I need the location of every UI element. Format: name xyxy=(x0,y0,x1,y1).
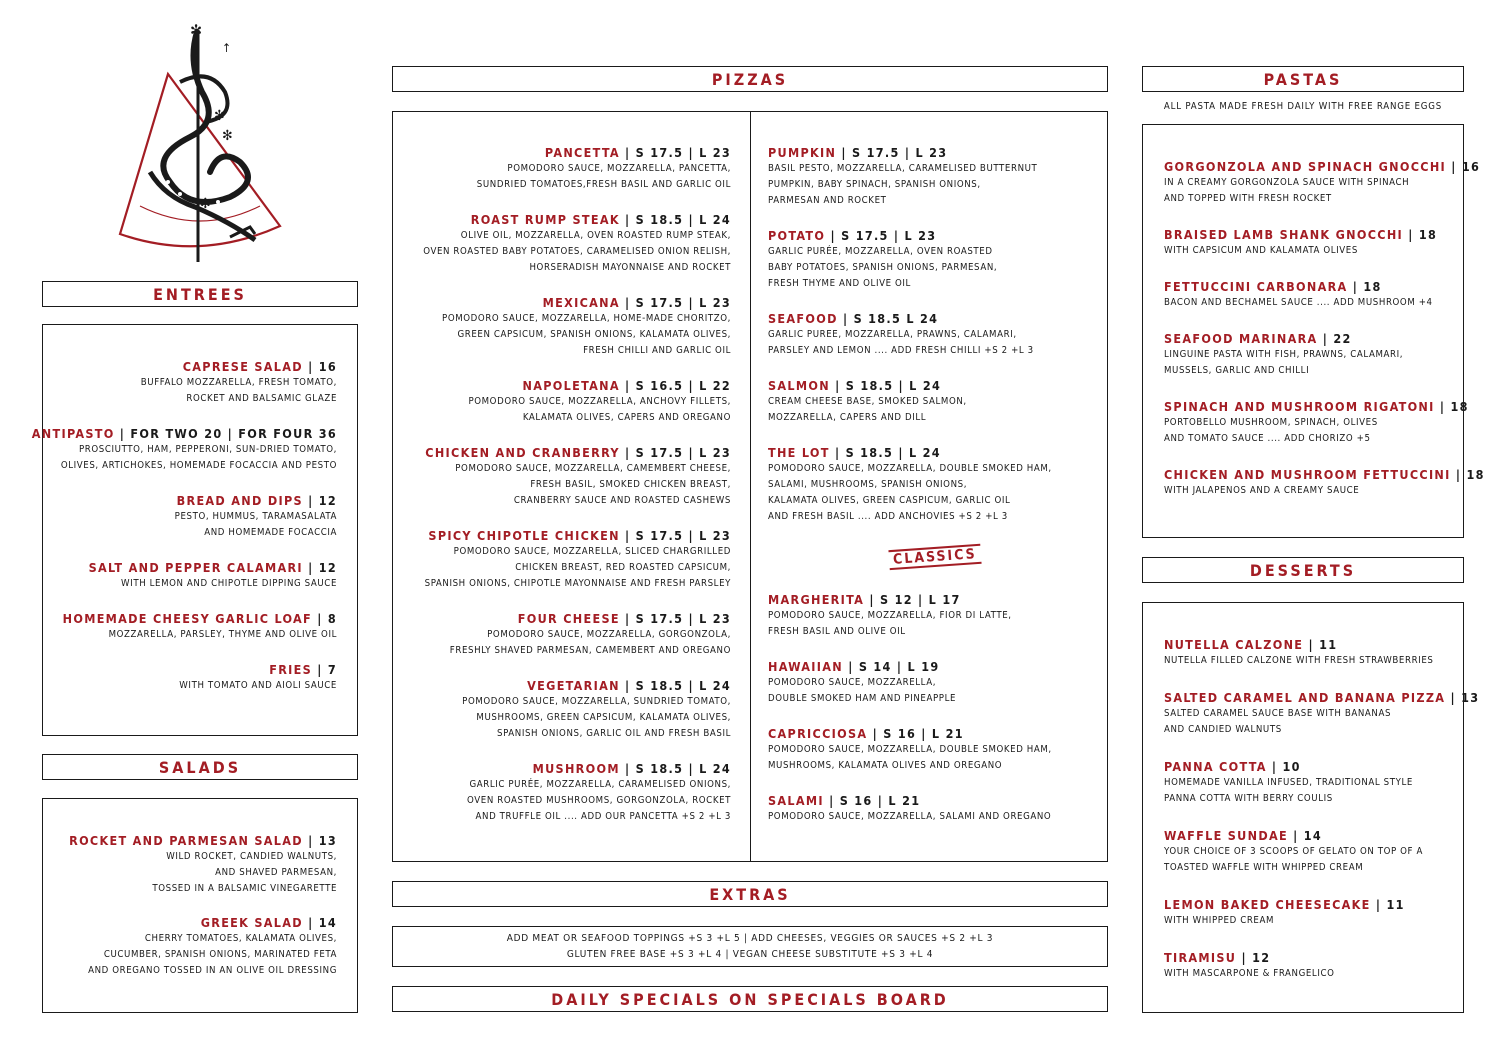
menu-item-description: CRANBERRY SAUCE AND ROASTED CASHEWS xyxy=(513,495,731,506)
menu-item-title xyxy=(32,426,337,442)
menu-item-description: DOUBLE SMOKED HAM AND PINEAPPLE xyxy=(768,693,957,704)
menu-item-price: | S 16 | L 21 xyxy=(823,793,921,808)
menu-item-description: POMODORO SAUCE, MOZZARELLA, CAMEMBERT CHEESE, xyxy=(455,463,731,474)
menu-item-price: | 18 xyxy=(1450,467,1485,482)
menu-item xyxy=(1164,690,1479,738)
menu-item-description: POMODORO SAUCE, MOZZARELLA, SALAMI AND OREGANO xyxy=(768,811,1052,822)
svg-text:✻: ✻ xyxy=(214,108,225,124)
menu-item-title xyxy=(1164,950,1479,966)
menu-item-description: POMODORO SAUCE, MOZZARELLA, SLICED CHARGRILLED xyxy=(453,546,731,557)
menu-item-name: SPICY CHIPOTLE CHICKEN xyxy=(428,528,620,543)
menu-item-description: ROCKET AND BALSAMIC GLAZE xyxy=(186,393,337,404)
menu-item-description: FRESH CHILLI AND GARLIC OIL xyxy=(583,345,731,356)
menu-item-description: TOSSED IN A BALSAMIC VINEGARETTE xyxy=(152,883,337,894)
menu-item-title xyxy=(423,295,731,311)
pizza-slice-logo xyxy=(110,22,290,272)
svg-text:↑: ↑ xyxy=(222,41,232,55)
menu-item-description: KALAMATA OLIVES, GREEN CASPICUM, GARLIC OIL xyxy=(768,495,1011,506)
menu-item-title xyxy=(423,611,731,627)
svg-text:✻: ✻ xyxy=(222,128,233,144)
menu-item-description: FRESH BASIL AND OLIVE OIL xyxy=(768,626,906,637)
menu-item-description: AND TOMATO SAUCE .... ADD CHORIZO +5 xyxy=(1164,433,1371,444)
menu-item-description: HOMEMADE VANILLA INFUSED, TRADITIONAL STYLE xyxy=(1164,777,1413,788)
menu-item xyxy=(1164,759,1479,807)
menu-item-description: WITH CAPSICUM AND KALAMATA OLIVES xyxy=(1164,245,1358,256)
menu-item-price: | 10 xyxy=(1266,759,1301,774)
menu-item-price: | 11 xyxy=(1303,637,1338,652)
pizzas-left-list xyxy=(423,145,731,844)
menu-item-description: GREEN CAPSICUM, SPANISH ONIONS, KALAMATA OLIVES, xyxy=(457,329,731,340)
menu-item-name: SEAFOOD xyxy=(768,311,838,326)
menu-item-description: BUFFALO MOZZARELLA, FRESH TOMATO, xyxy=(140,377,337,388)
menu-item-price: | S 17.5 | L 23 xyxy=(619,611,731,626)
menu-item-description: HORSERADISH MAYONNAISE AND ROCKET xyxy=(529,262,731,273)
entrees-header: ENTREES xyxy=(42,281,358,307)
menu-item-title xyxy=(423,761,731,777)
menu-item-description: SALTED CARAMEL SAUCE BASE WITH BANANAS xyxy=(1164,708,1392,719)
menu-item-title xyxy=(423,678,731,694)
menu-item xyxy=(423,528,731,592)
desserts-list xyxy=(1164,637,1479,1003)
menu-item-price: | S 18.5 L 24 xyxy=(837,311,939,326)
menu-item-name: ANTIPASTO xyxy=(31,426,115,441)
extras-line-2: GLUTEN FREE BASE +S 3 +L 4 | VEGAN CHEESE SUBSTITUTE +S 3 +L 4 xyxy=(566,948,934,960)
menu-item-title xyxy=(768,659,1052,675)
pizzas-right-list xyxy=(768,145,1052,544)
menu-item-description: MUSSELS, GARLIC AND CHILLI xyxy=(1164,365,1310,376)
menu-item-title xyxy=(1164,159,1485,175)
menu-item-description: BABY POTATOES, SPANISH ONIONS, PARMESAN, xyxy=(768,262,998,273)
menu-item-description: PESTO, HUMMUS, TARAMASALATA xyxy=(174,511,337,522)
menu-item-title xyxy=(32,493,337,509)
menu-item xyxy=(423,145,731,193)
menu-item-description: WITH LEMON AND CHIPOTLE DIPPING SAUCE xyxy=(121,578,337,589)
menu-item-name: MUSHROOM xyxy=(532,761,620,776)
menu-item-description: MUSHROOMS, KALAMATA OLIVES AND OREGANO xyxy=(768,760,1003,771)
menu-item-description: CREAM CHEESE BASE, SMOKED SALMON, xyxy=(768,396,967,407)
menu-item-title xyxy=(423,145,731,161)
menu-item-description: OVEN ROASTED MUSHROOMS, GORGONZOLA, ROCKET xyxy=(467,795,731,806)
desserts-panel xyxy=(1142,602,1480,1013)
pastas-header: PASTAS xyxy=(1142,66,1464,92)
menu-item-price: | S 17.5 | L 23 xyxy=(619,528,731,543)
menu-item-title xyxy=(1164,467,1485,483)
menu-item-price: | 12 xyxy=(302,560,337,575)
menu-item-name: POTATO xyxy=(768,228,826,243)
menu-item-price: | S 16 | L 21 xyxy=(867,726,964,741)
menu-item-price: | S 17.5 | L 23 xyxy=(619,145,731,160)
menu-item-price: | 12 xyxy=(1236,950,1271,965)
menu-item-title xyxy=(32,359,337,375)
menu-item-description: PROSCIUTTO, HAM, PEPPERONI, SUN-DRIED TOMATO, xyxy=(79,444,337,455)
menu-item-description: AND TOPPED WITH FRESH ROCKET xyxy=(1164,193,1332,204)
menu-item-name: NAPOLETANA xyxy=(522,378,620,393)
menu-item xyxy=(768,378,1052,426)
menu-item-price: | 12 xyxy=(302,493,337,508)
menu-item-description: SPANISH ONIONS, CHIPOTLE MAYONNAISE AND FRESH PARSLEY xyxy=(424,578,731,589)
menu-item-price: | S 18.5 | L 24 xyxy=(829,445,941,460)
menu-item-title xyxy=(1164,637,1479,653)
menu-item-title xyxy=(423,528,731,544)
menu-item-description: CHICKEN BREAST, RED ROASTED CAPSICUM, xyxy=(515,562,731,573)
menu-item xyxy=(768,793,1052,825)
menu-item-title xyxy=(768,228,1052,244)
menu-item-price: | 8 xyxy=(312,611,337,626)
menu-item-description: SUNDRIED TOMATOES,FRESH BASIL AND GARLIC OIL xyxy=(476,179,731,190)
menu-item-description: PARMESAN AND ROCKET xyxy=(768,195,887,206)
menu-item-title xyxy=(1164,759,1479,775)
entrees-list xyxy=(32,359,337,713)
menu-item-price: | S 12 | L 17 xyxy=(864,592,961,607)
menu-item xyxy=(423,212,731,276)
menu-item xyxy=(768,659,1052,707)
menu-item xyxy=(69,833,337,897)
pizzas-column-divider xyxy=(750,111,751,862)
menu-item xyxy=(768,311,1052,359)
menu-item-title xyxy=(768,592,1052,608)
menu-item-title xyxy=(768,145,1052,161)
menu-item-description: POMODORO SAUCE, MOZZARELLA, xyxy=(768,677,937,688)
menu-item-name: THE LOT xyxy=(768,445,830,460)
menu-item-description: PARSLEY AND LEMON .... ADD FRESH CHILLI +S 2 +L 3 xyxy=(768,345,1034,356)
menu-item-name: WAFFLE SUNDAE xyxy=(1164,828,1288,843)
menu-item-price: | 18 xyxy=(1347,279,1382,294)
menu-item-description: OLIVES, ARTICHOKES, HOMEMADE FOCACCIA AND PESTO xyxy=(60,460,337,471)
menu-item xyxy=(423,761,731,825)
extras-header: EXTRAS xyxy=(392,881,1108,907)
menu-item xyxy=(1164,279,1485,311)
menu-item-price: | 16 xyxy=(302,359,337,374)
menu-item-description: YOUR CHOICE OF 3 SCOOPS OF GELATO ON TOP OF A xyxy=(1164,846,1423,857)
menu-item-title xyxy=(423,445,731,461)
menu-item-description: WITH WHIPPED CREAM xyxy=(1164,915,1275,926)
menu-item-description: FRESH BASIL, SMOKED CHICKEN BREAST, xyxy=(530,479,731,490)
menu-item xyxy=(32,426,337,474)
menu-item-name: PUMPKIN xyxy=(768,145,837,160)
menu-item-name: SALAMI xyxy=(768,793,824,808)
menu-item-price: | 22 xyxy=(1317,331,1352,346)
extras-line-1: ADD MEAT OR SEAFOOD TOPPINGS +S 3 +L 5 | ADD CHEESES, VEGGIES OR SAUCES +S 2 +L 3 xyxy=(506,932,994,944)
menu-item-name: ROAST RUMP STEAK xyxy=(470,212,620,227)
menu-item xyxy=(768,228,1052,292)
menu-item-name: GORGONZOLA AND SPINACH GNOCCHI xyxy=(1164,159,1447,174)
menu-item xyxy=(768,145,1052,209)
menu-item-price: | 18 xyxy=(1434,399,1469,414)
menu-item-title xyxy=(768,311,1052,327)
menu-item-description: GARLIC PUREE, MOZZARELLA, PRAWNS, CALAMARI, xyxy=(768,329,1017,340)
menu-item-name: CAPRESE SALAD xyxy=(182,359,303,374)
menu-item-description: WITH JALAPENOS AND A CREAMY SAUCE xyxy=(1164,485,1360,496)
menu-item-title xyxy=(1164,279,1485,295)
menu-item-name: BREAD AND DIPS xyxy=(176,493,303,508)
menu-item-title xyxy=(423,378,731,394)
menu-item-name: FETTUCCINI CARBONARA xyxy=(1164,279,1348,294)
menu-item xyxy=(32,493,337,541)
menu-item-name: MEXICANA xyxy=(542,295,620,310)
menu-item-price: | S 18.5 | L 24 xyxy=(619,678,731,693)
menu-item-description: TOASTED WAFFLE WITH WHIPPED CREAM xyxy=(1164,862,1364,873)
menu-item xyxy=(423,378,731,426)
menu-item-name: MARGHERITA xyxy=(768,592,865,607)
menu-item xyxy=(1164,950,1479,982)
menu-item xyxy=(1164,159,1485,207)
pastas-list xyxy=(1164,159,1485,519)
salads-list xyxy=(69,833,337,997)
menu-item xyxy=(1164,897,1479,929)
salads-header: SALADS xyxy=(42,754,358,780)
menu-item-description: FRESHLY SHAVED PARMESAN, CAMEMBERT AND OREGANO xyxy=(449,645,731,656)
menu-item-price: | 18 xyxy=(1403,227,1438,242)
menu-item-name: SALT AND PEPPER CALAMARI xyxy=(88,560,303,575)
menu-item-name: CHICKEN AND MUSHROOM FETTUCCINI xyxy=(1164,467,1451,482)
menu-item-price: | S 16.5 | L 22 xyxy=(619,378,731,393)
menu-item-description: AND SHAVED PARMESAN, xyxy=(215,867,337,878)
menu-item-description: AND HOMEMADE FOCACCIA xyxy=(204,527,337,538)
menu-item xyxy=(1164,399,1485,447)
menu-item-description: POMODORO SAUCE, MOZZARELLA, GORGONZOLA, xyxy=(487,629,731,640)
daily-specials-banner: DAILY SPECIALS ON SPECIALS BOARD xyxy=(392,986,1108,1012)
menu-item-description: POMODORO SAUCE, MOZZARELLA, FIOR DI LATTE, xyxy=(768,610,1012,621)
pastas-note: ALL PASTA MADE FRESH DAILY WITH FREE RANGE EGGS xyxy=(1163,101,1443,112)
menu-item xyxy=(768,445,1052,525)
svg-text:✻: ✻ xyxy=(200,196,211,212)
menu-item-price: | S 18.5 | L 24 xyxy=(619,761,731,776)
menu-item-title xyxy=(768,378,1052,394)
menu-item-description: MOZZARELLA, PARSLEY, THYME AND OLIVE OIL xyxy=(108,629,337,640)
menu-item-price: | FOR TWO 20 | FOR FOUR 36 xyxy=(114,426,337,441)
menu-item-description: POMODORO SAUCE, MOZZARELLA, PANCETTA, xyxy=(507,163,731,174)
menu-item-description: BASIL PESTO, MOZZARELLA, CARAMELISED BUTTERNUT xyxy=(768,163,1038,174)
menu-item-title xyxy=(1164,331,1485,347)
menu-item-price: | 16 xyxy=(1446,159,1481,174)
menu-item xyxy=(32,560,337,592)
menu-item-description: MOZZARELLA, CAPERS AND DILL xyxy=(768,412,927,423)
menu-item-description: CHERRY TOMATOES, KALAMATA OLIVES, xyxy=(144,933,337,944)
menu-item-name: FOUR CHEESE xyxy=(517,611,620,626)
menu-item-title xyxy=(768,445,1052,461)
menu-item-price: | S 14 | L 19 xyxy=(842,659,940,674)
menu-item-name: HOMEMADE CHEESY GARLIC LOAF xyxy=(62,611,313,626)
menu-item-title xyxy=(32,560,337,576)
menu-item-description: AND FRESH BASIL .... ADD ANCHOVIES +S 2 +L 3 xyxy=(768,511,1008,522)
menu-item-price: | S 17.5 | L 23 xyxy=(825,228,937,243)
menu-item-price: | S 17.5 | L 23 xyxy=(619,295,731,310)
menu-item-title xyxy=(1164,399,1485,415)
menu-item-description: PUMPKIN, BABY SPINACH, SPANISH ONIONS, xyxy=(768,179,981,190)
menu-item-price: | S 18.5 | L 24 xyxy=(829,378,942,393)
menu-item-name: CAPRICCIOSA xyxy=(768,726,868,741)
menu-item xyxy=(423,678,731,742)
menu-item xyxy=(32,611,337,643)
classics-stamp: CLASSICS xyxy=(888,544,981,570)
menu-item-title xyxy=(1164,897,1479,913)
menu-item-price: | 13 xyxy=(1445,690,1480,705)
menu-item xyxy=(1164,637,1479,669)
menu-item-name: BRAISED LAMB SHANK GNOCCHI xyxy=(1164,227,1404,242)
menu-item-description: LINGUINE PASTA WITH FISH, PRAWNS, CALAMARI, xyxy=(1164,349,1404,360)
salads-panel xyxy=(42,798,358,1013)
menu-item-price: | 7 xyxy=(312,662,337,677)
menu-item-title xyxy=(423,212,731,228)
menu-item-title xyxy=(32,662,337,678)
menu-item-title xyxy=(69,833,337,849)
menu-item xyxy=(1164,828,1479,876)
menu-item-description: GARLIC PURÉE, MOZZARELLA, OVEN ROASTED xyxy=(768,246,993,257)
menu-item xyxy=(768,592,1052,640)
menu-item-description: AND TRUFFLE OIL .... ADD OUR PANCETTA +S 2 +L 3 xyxy=(475,811,731,822)
entrees-panel xyxy=(31,324,358,736)
menu-item-description: POMODORO SAUCE, MOZZARELLA, ANCHOVY FILLETS, xyxy=(468,396,731,407)
menu-item-name: TIRAMISU xyxy=(1164,950,1237,965)
menu-item-description: PANNA COTTA WITH BERRY COULIS xyxy=(1164,793,1333,804)
menu-item-name: HAWAIIAN xyxy=(768,659,843,674)
menu-item xyxy=(1164,227,1485,259)
menu-item-name: ROCKET AND PARMESAN SALAD xyxy=(69,833,303,848)
menu-item-description: POMODORO SAUCE, MOZZARELLA, SUNDRIED TOMATO, xyxy=(462,696,731,707)
menu-item-description: MUSHROOMS, GREEN CAPSICUM, KALAMATA OLIVES, xyxy=(476,712,731,723)
menu-item-description: AND OREGANO TOSSED IN AN OLIVE OIL DRESSING xyxy=(88,965,337,976)
menu-item-description: POMODORO SAUCE, MOZZARELLA, DOUBLE SMOKED HAM, xyxy=(768,744,1052,755)
menu-item-description: BACON AND BECHAMEL SAUCE .... ADD MUSHROOM +4 xyxy=(1164,297,1433,308)
menu-item-name: PANCETTA xyxy=(544,145,620,160)
menu-item-name: PANNA COTTA xyxy=(1164,759,1267,774)
menu-item-name: CHICKEN AND CRANBERRY xyxy=(425,445,620,460)
menu-item-name: SEAFOOD MARINARA xyxy=(1164,331,1318,346)
menu-item-description: GARLIC PURÉE, MOZZARELLA, CARAMELISED ONIONS, xyxy=(469,779,731,790)
menu-item-description: WITH MASCARPONE & FRANGELICO xyxy=(1164,968,1335,979)
menu-item-name: VEGETARIAN xyxy=(527,678,620,693)
menu-item xyxy=(1164,331,1485,379)
pizzas-header: PIZZAS xyxy=(392,66,1108,92)
menu-item-title xyxy=(32,611,337,627)
pizzas-classics-list xyxy=(768,592,1052,844)
menu-item xyxy=(768,726,1052,774)
menu-item-name: LEMON BAKED CHEESECAKE xyxy=(1164,897,1371,912)
menu-item xyxy=(1164,467,1485,499)
menu-item-description: SALAMI, MUSHROOMS, SPANISH ONIONS, xyxy=(768,479,968,490)
menu-item xyxy=(423,445,731,509)
menu-item-title xyxy=(1164,690,1479,706)
menu-item-name: GREEK SALAD xyxy=(200,915,303,930)
menu-item-description: POMODORO SAUCE, MOZZARELLA, HOME-MADE CHORITZO, xyxy=(442,313,731,324)
menu-item-description: CUCUMBER, SPANISH ONIONS, MARINATED FETA xyxy=(103,949,337,960)
menu-item-title xyxy=(1164,227,1485,243)
menu-item-price: | 14 xyxy=(1287,828,1323,843)
menu-item-title xyxy=(69,915,337,931)
menu-item-price: | S 18.5 | L 24 xyxy=(619,212,731,227)
menu-item-name: SPINACH AND MUSHROOM RIGATONI xyxy=(1164,399,1435,414)
menu-item-price: | S 17.5 | L 23 xyxy=(836,145,948,160)
menu-item xyxy=(32,359,337,407)
menu-item-description: POMODORO SAUCE, MOZZARELLA, DOUBLE SMOKED HAM, xyxy=(768,463,1052,474)
menu-item-title xyxy=(768,793,1052,809)
menu-item-name: SALTED CARAMEL AND BANANA PIZZA xyxy=(1164,690,1446,705)
menu-item-description: OLIVE OIL, MOZZARELLA, OVEN ROASTED RUMP STEAK, xyxy=(460,230,731,241)
menu-item-price: | S 17.5 | L 23 xyxy=(619,445,731,460)
svg-text:✻: ✻ xyxy=(190,22,203,40)
menu-item-price: | 13 xyxy=(302,833,337,848)
menu-item-description: NUTELLA FILLED CALZONE WITH FRESH STRAWBERRIES xyxy=(1164,655,1434,666)
menu-item-description: IN A CREAMY GORGONZOLA SAUCE WITH SPINACH xyxy=(1164,177,1410,188)
menu-item-description: AND CANDIED WALNUTS xyxy=(1164,724,1282,735)
desserts-header: DESSERTS xyxy=(1142,557,1464,583)
menu-item-description: WILD ROCKET, CANDIED WALNUTS, xyxy=(166,851,337,862)
menu-item-price: | 11 xyxy=(1370,897,1405,912)
menu-item-description: PORTOBELLO MUSHROOM, SPINACH, OLIVES xyxy=(1164,417,1378,428)
menu-item xyxy=(423,295,731,359)
pastas-panel xyxy=(1142,124,1485,538)
menu-item-name: SALMON xyxy=(768,378,830,393)
menu-item xyxy=(423,611,731,659)
menu-item xyxy=(32,662,337,694)
menu-item-description: WITH TOMATO AND AIOLI SAUCE xyxy=(179,680,337,691)
menu-item xyxy=(69,915,337,979)
menu-item-name: FRIES xyxy=(269,662,313,677)
menu-item-description: SPANISH ONIONS, GARLIC OIL AND FRESH BASIL xyxy=(496,728,731,739)
menu-item-price: | 14 xyxy=(302,915,337,930)
menu-item-name: NUTELLA CALZONE xyxy=(1164,637,1304,652)
menu-item-description: OVEN ROASTED BABY POTATOES, CARAMELISED ONION RELISH, xyxy=(423,246,731,257)
menu-item-description: KALAMATA OLIVES, CAPERS AND OREGANO xyxy=(522,412,731,423)
menu-item-title xyxy=(768,726,1052,742)
menu-item-description: FRESH THYME AND OLIVE OIL xyxy=(768,278,911,289)
extras-panel xyxy=(392,926,1108,967)
menu-item-title xyxy=(1164,828,1479,844)
